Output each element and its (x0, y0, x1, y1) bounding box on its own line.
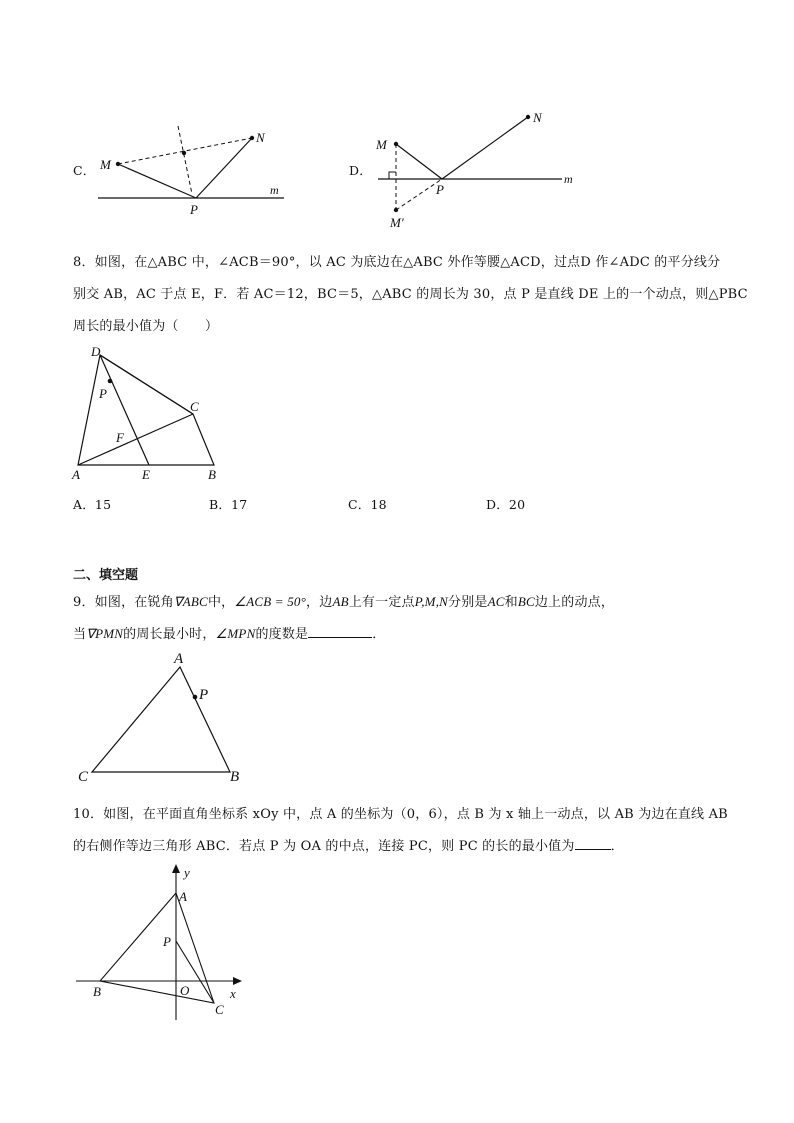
label-p: P (199, 687, 209, 703)
q8-option-c: C．18 (348, 497, 387, 512)
q9-answer-blank (308, 637, 372, 638)
q8-option-d: D．20 (486, 497, 526, 512)
q8-line1: 8．如图，在△ABC 中，∠ACB＝90°，以 AC 为底边在△ABC 外作等腰△ACD，过点D 作∠ADC 的平分线分 (73, 255, 721, 270)
segment-de (100, 355, 149, 465)
q8-line3: 周长的最小值为（ ） (73, 319, 219, 334)
q8-option-a: A．15 (73, 497, 112, 512)
figure-q10 (70, 860, 250, 1025)
x-axis-arrow (233, 977, 242, 985)
label-e: E (142, 467, 150, 482)
q10-line2 (73, 835, 624, 854)
right-angle-mark (389, 172, 396, 179)
label-n: N (533, 110, 542, 125)
option-c-label: C． (73, 163, 96, 178)
q9-line2 (73, 623, 385, 642)
point-n (526, 115, 530, 119)
q10-answer-blank (575, 849, 611, 850)
figure-option-d (370, 106, 585, 231)
dashed-perp-bisector (178, 126, 192, 194)
q9-text: 分别是 (448, 595, 488, 610)
q9-ab: AB (332, 594, 349, 609)
q10-text: 的右侧作等边三角形 ABC．若点 P 为 OA 的中点，连接 PC，则 PC 的长的最小值为 (73, 839, 575, 854)
figure-q8 (64, 340, 234, 486)
point-p (193, 695, 198, 700)
segment-mp (118, 164, 196, 198)
option-d-label: D． (349, 163, 372, 178)
point-n (250, 136, 254, 140)
point-m (394, 142, 398, 146)
q9-text: ． (372, 627, 386, 642)
q9-bc: BC (517, 594, 535, 609)
segment-ac (78, 414, 193, 465)
label-b: B (93, 984, 101, 999)
label-p: P (436, 182, 444, 197)
label-m: M (100, 157, 111, 172)
label-m-prime: M′ (390, 215, 404, 230)
q9-text: 中， (207, 595, 235, 610)
q8-option-b: B．17 (209, 497, 248, 512)
midpoint (182, 151, 186, 155)
label-line-m: m (270, 183, 279, 197)
q9-text: 的度数是 (255, 627, 309, 642)
q9-pmn-triangle: ∇PMN (86, 626, 124, 641)
label-y: y (184, 865, 190, 880)
q9-text: 边上的动点， (534, 595, 615, 610)
label-d: D (91, 344, 101, 359)
q9-text: 上有一定点 (348, 595, 415, 610)
label-f: F (116, 430, 124, 445)
segment-dc (100, 355, 193, 414)
section-title: 二、填空题 (73, 568, 139, 583)
q9-text: 9．如图，在锐角 (73, 595, 174, 610)
label-p: P (99, 386, 107, 401)
triangle-abc (92, 667, 230, 772)
label-n: N (256, 130, 265, 145)
label-m: M (376, 137, 387, 152)
triangle-abc (100, 893, 214, 1003)
q9-points: P,M,N (414, 594, 449, 609)
q8-line2: 别交 AB，AC 于点 E，F．若 AC＝12，BC＝5，△ABC 的周长为 30，点 P 是直线 DE 上的一个动点，则△PBC (73, 287, 748, 302)
q9-text: 当 (73, 627, 87, 642)
label-o: O (180, 983, 190, 998)
point-p (108, 379, 113, 384)
figure-option-c (90, 118, 290, 218)
point-m-prime (394, 208, 398, 212)
label-line-m: m (564, 172, 573, 186)
segment-mp (396, 144, 442, 179)
point-m (116, 162, 120, 166)
q9-angle-mpn: ∠MPN (215, 626, 256, 641)
q10-line1: 10．如图，在平面直角坐标系 xOy 中，点 A 的坐标为（0，6），点 B 为 x 轴上一动点，以 AB 为边在直线 AB (73, 807, 728, 822)
label-p: P (163, 934, 171, 949)
label-c: C (215, 1002, 224, 1017)
label-c: C (78, 769, 89, 785)
figure-q9 (72, 645, 252, 785)
label-a: A (179, 889, 187, 904)
segment-pn (442, 117, 528, 179)
label-a: A (72, 467, 80, 482)
q9-text: 和 (504, 595, 518, 610)
q9-text: ，边 (306, 595, 333, 610)
y-axis-arrow (172, 864, 180, 873)
q9-text: 的周长最小时， (123, 627, 216, 642)
q9-angle: ∠ACB = 50° (234, 594, 307, 609)
label-a: A (174, 651, 184, 667)
q10-text: ． (610, 839, 624, 854)
label-b: B (208, 467, 216, 482)
segment-pn (196, 138, 252, 198)
q9-ac: AC (487, 594, 505, 609)
q9-triangle: ∇ABC (173, 594, 208, 609)
label-b: B (230, 769, 240, 785)
label-p: P (190, 202, 198, 217)
label-c: C (190, 399, 199, 414)
label-x: x (230, 986, 236, 1001)
q9-line1 (73, 591, 614, 610)
